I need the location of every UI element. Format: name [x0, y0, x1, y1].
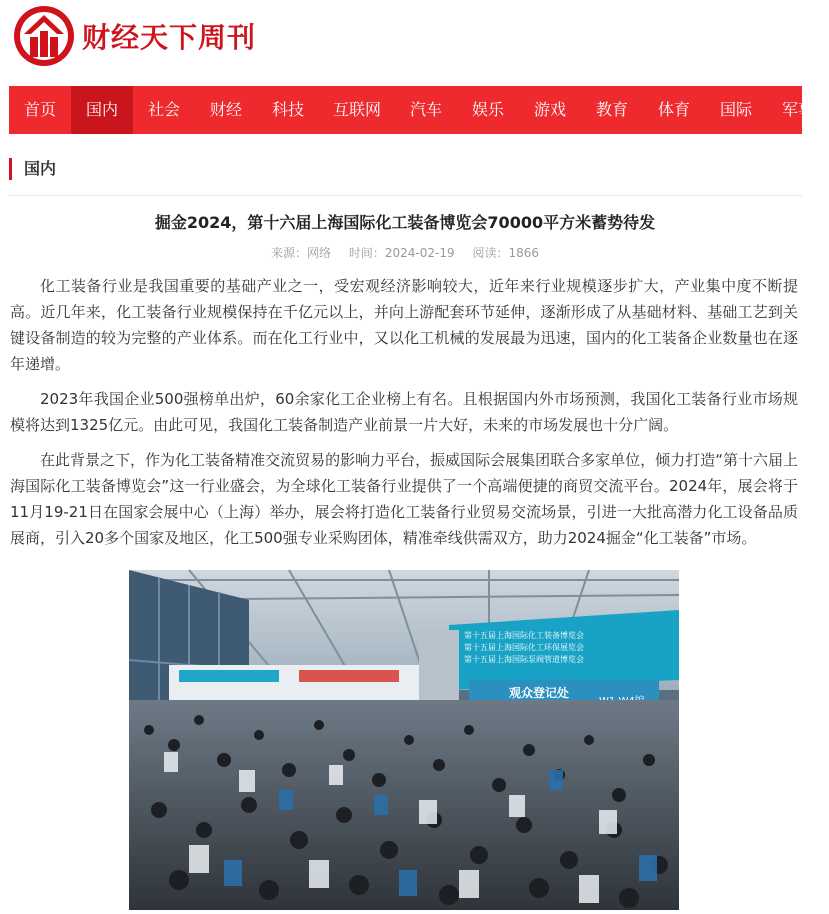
- section-divider: [9, 195, 802, 196]
- banner-line-2: 第十五届上海国际化工环保展览会: [464, 643, 584, 652]
- exhibition-hall-photo: [129, 570, 679, 910]
- article-paragraph-1: 化工装备行业是我国重要的基础产业之一，受宏观经济影响较大，近年来行业规模逐步扩大，产业集中度不断提高。近几年来，化工装备行业规模保持在千亿元以上，并向上游配套环节延伸，逐渐形成了从基础材料、基础工艺到关键设备制造的较为完整的产业体系。而在化工行业中，又以化工机械的发展最为迅速，国内的化工装备企业数量也在逐年递增。: [10, 277, 798, 373]
- logo-icon: [12, 4, 76, 68]
- article-views: 阅读：1866: [472, 246, 539, 260]
- site-logo[interactable]: [12, 4, 256, 68]
- nav-item-0[interactable]: 首页: [23, 100, 56, 119]
- main-nav: [9, 86, 814, 134]
- article-meta: [0, 244, 810, 261]
- nav-item-3[interactable]: 财经: [209, 100, 242, 119]
- article-time: 时间：2024-02-19: [348, 246, 455, 260]
- registration-sign: 观众登记处: [509, 686, 570, 700]
- banner-line-3: 第十五届上海国际泵阀管道博览会: [464, 655, 584, 664]
- nav-item-12[interactable]: 军事: [781, 100, 814, 119]
- article-paragraph-3: 在此背景之下，作为化工装备精准交流贸易的影响力平台，振威国际会展集团联合多家单位，倾力打造“第十六届上海国际化工装备博览会”这一行业盛会，为全球化工装备行业提供了一个高端便捷的商贸交流平台。2024年，展会将于11月19-21日在国家会展中心（上海）举办，展会将打造化工装备行业贸易交流场景，引进一大批高潜力化工设备品质展商，引入20多个国家及地区，化工500强专业采购团体，精准牵线供需双方，助力2024掘金“化工装备”市场。: [10, 451, 798, 547]
- nav-item-4[interactable]: 科技: [271, 100, 304, 119]
- site-header: [0, 0, 802, 84]
- nav-item-11[interactable]: 国际: [719, 100, 752, 119]
- nav-item-10[interactable]: 体育: [657, 100, 690, 119]
- article-source: 来源：网络: [271, 246, 332, 260]
- article-paragraph-2: 2023年我国企业500强榜单出炉，60余家化工企业榜上有名。且根据国内外市场预测，我国化工装备行业市场规模将达到1325亿元。由此可见，我国化工装备制造产业前景一片大好，未来的市场发展也十分广阔。: [10, 390, 798, 434]
- banner-line-1: 第十五届上海国际化工装备博览会: [464, 631, 584, 640]
- article-body: [10, 273, 798, 560]
- nav-item-6[interactable]: 汽车: [409, 100, 442, 119]
- nav-item-1[interactable]: 国内: [71, 86, 133, 134]
- site-name: 财经天下周刊: [82, 21, 257, 54]
- nav-item-9[interactable]: 教育: [595, 100, 628, 119]
- nav-item-2[interactable]: 社会: [147, 100, 180, 119]
- nav-item-8[interactable]: 游戏: [533, 100, 566, 119]
- nav-item-5[interactable]: 互联网: [332, 100, 381, 119]
- nav-item-7[interactable]: 娱乐: [471, 100, 504, 119]
- section-heading: 国内: [9, 158, 56, 180]
- article-photo: [129, 570, 679, 910]
- article-title: 掘金2024，第十六届上海国际化工装备博览会70000平方米蓄势待发: [154, 213, 656, 232]
